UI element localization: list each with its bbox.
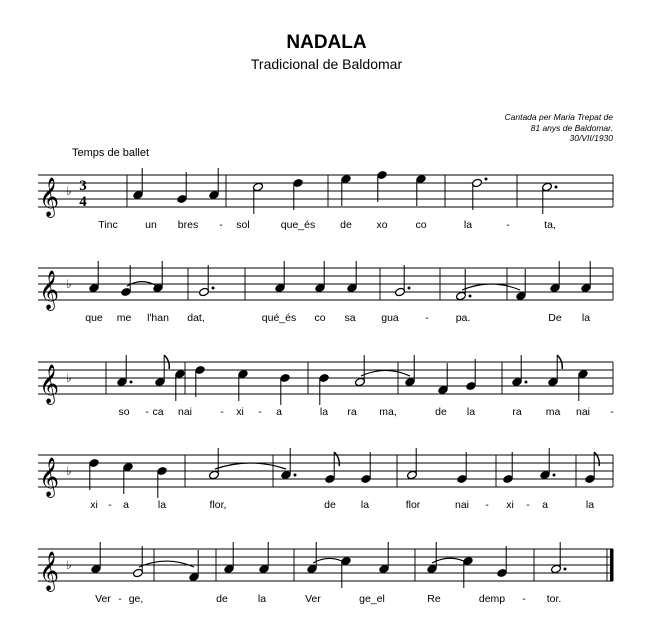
lyric-syllable: xi: [506, 499, 514, 511]
treble-clef: 𝄞: [39, 364, 60, 404]
lyric-syllable: sa: [344, 312, 356, 324]
lyric-syllable: un: [145, 219, 157, 231]
key-signature-flat: ♭: [66, 184, 72, 198]
lyric-syllable: -: [425, 312, 429, 324]
lyric-syllable: a: [542, 499, 548, 511]
augmentation-dot: [555, 186, 558, 189]
lyric-syllable: -: [219, 219, 223, 231]
lyric-syllable: de: [216, 593, 228, 605]
lyric-syllable: la: [257, 593, 267, 605]
slur: [432, 558, 468, 563]
lyric-syllable: me: [116, 312, 132, 324]
augmentation-dot: [553, 474, 556, 477]
staff-system: [38, 448, 613, 511]
credit-line-3: 30/VII/1930: [569, 133, 613, 143]
time-signature-top: 3: [79, 178, 87, 194]
lyric-syllable: -: [610, 406, 614, 418]
lyric-syllable: la: [319, 406, 329, 418]
key-signature-flat: ♭: [66, 558, 72, 572]
time-signature-bottom: 4: [79, 194, 87, 210]
credit-line-2: 81 anys de Baldomar.: [530, 122, 613, 133]
key-signature-flat: ♭: [66, 371, 72, 385]
lyric-syllable: de: [435, 406, 447, 418]
lyric-syllable: ma: [545, 406, 561, 418]
lyric-syllable: nai: [454, 499, 470, 511]
lyric-syllable: Ver: [95, 593, 111, 605]
slur: [361, 370, 410, 376]
lyric-syllable: ra: [512, 406, 522, 418]
lyric-syllable: Tinc: [98, 219, 118, 231]
augmentation-dot: [564, 568, 567, 571]
lyric-syllable: gua: [381, 312, 399, 324]
lyric-syllable: qué_és: [261, 312, 297, 324]
note-flag: [334, 452, 339, 466]
lyric-syllable: -: [118, 593, 122, 605]
lyric-syllable: bres: [177, 219, 199, 231]
staff-system: [38, 542, 614, 605]
tempo-marking: Temps de ballet: [72, 147, 150, 159]
lyric-syllable: la: [360, 499, 370, 511]
lyric-syllable: de: [340, 219, 352, 231]
lyric-syllable: nai: [575, 406, 591, 418]
lyric-syllable: que: [85, 312, 103, 324]
lyric-syllable: de: [324, 499, 336, 511]
lyric-syllable: la: [581, 312, 591, 324]
lyric-syllable: -: [506, 219, 510, 231]
song-title: NADALA: [286, 32, 367, 53]
lyric-syllable: xo: [376, 219, 388, 231]
lyric-syllable: la: [463, 219, 473, 231]
treble-clef: 𝄞: [39, 457, 60, 497]
lyric-syllable: xi: [236, 406, 244, 418]
lyric-syllable: co: [314, 312, 326, 324]
slur: [139, 561, 194, 567]
lyric-syllable: tor.: [546, 593, 562, 605]
lyric-syllable: que_és: [280, 219, 316, 231]
credit-line-1: Cantada per Maria Trepat de: [504, 112, 613, 122]
lyric-syllable: Re: [427, 593, 441, 605]
treble-clef: 𝄞: [39, 551, 60, 591]
lyric-syllable: demp: [478, 593, 506, 605]
lyric-syllable: -: [145, 406, 149, 418]
augmentation-dot: [525, 381, 528, 384]
slur: [215, 463, 286, 469]
lyric-syllable: flor: [405, 499, 421, 511]
augmentation-dot: [130, 381, 133, 384]
lyric-syllable: De: [548, 312, 562, 324]
lyric-syllable: so: [118, 406, 130, 418]
lyric-syllable: -: [522, 593, 526, 605]
lyric-syllable: ta,: [544, 219, 556, 231]
key-signature-flat: ♭: [66, 464, 72, 478]
lyric-syllable: -: [258, 406, 262, 418]
lyric-syllable: Ver: [305, 593, 321, 605]
staff-system: [38, 168, 613, 231]
key-signature-flat: ♭: [66, 277, 72, 291]
lyric-syllable: flor,: [209, 499, 227, 511]
augmentation-dot: [212, 287, 215, 290]
lyric-syllable: ma,: [379, 406, 397, 418]
lyric-syllable: ge_el: [359, 593, 385, 605]
lyric-syllable: ca: [152, 406, 164, 418]
lyric-syllable: l'han: [147, 312, 169, 324]
lyric-syllable: la: [466, 406, 476, 418]
lyric-syllable: a: [276, 406, 282, 418]
lyric-syllable: -: [485, 499, 489, 511]
augmentation-dot: [485, 178, 488, 181]
final-barline-thick: [610, 549, 614, 581]
lyric-syllable: a: [123, 499, 129, 511]
lyric-syllable: co: [415, 219, 427, 231]
augmentation-dot: [408, 287, 411, 290]
lyric-syllable: -: [526, 499, 530, 511]
staff-system: [38, 261, 613, 324]
lyric-syllable: xi: [90, 499, 98, 511]
slur: [313, 558, 346, 563]
song-subtitle: Tradicional de Baldomar: [250, 56, 403, 72]
treble-clef: 𝄞: [39, 270, 60, 310]
lyric-syllable: nai: [177, 406, 193, 418]
lyric-syllable: ra: [347, 406, 357, 418]
treble-clef: 𝄞: [39, 177, 60, 217]
lyric-syllable: dat,: [187, 312, 205, 324]
lyric-syllable: pa.: [455, 312, 471, 324]
augmentation-dot: [469, 295, 472, 298]
lyric-syllable: ge,: [128, 593, 144, 605]
lyric-syllable: la: [585, 499, 595, 511]
augmentation-dot: [294, 474, 297, 477]
lyric-syllable: -: [108, 499, 112, 511]
slur: [462, 284, 520, 290]
lyric-syllable: la: [157, 499, 167, 511]
staff-system: [38, 355, 614, 418]
lyric-syllable: sol: [236, 219, 250, 231]
note-flag: [594, 452, 599, 466]
lyric-syllable: -: [220, 406, 224, 418]
